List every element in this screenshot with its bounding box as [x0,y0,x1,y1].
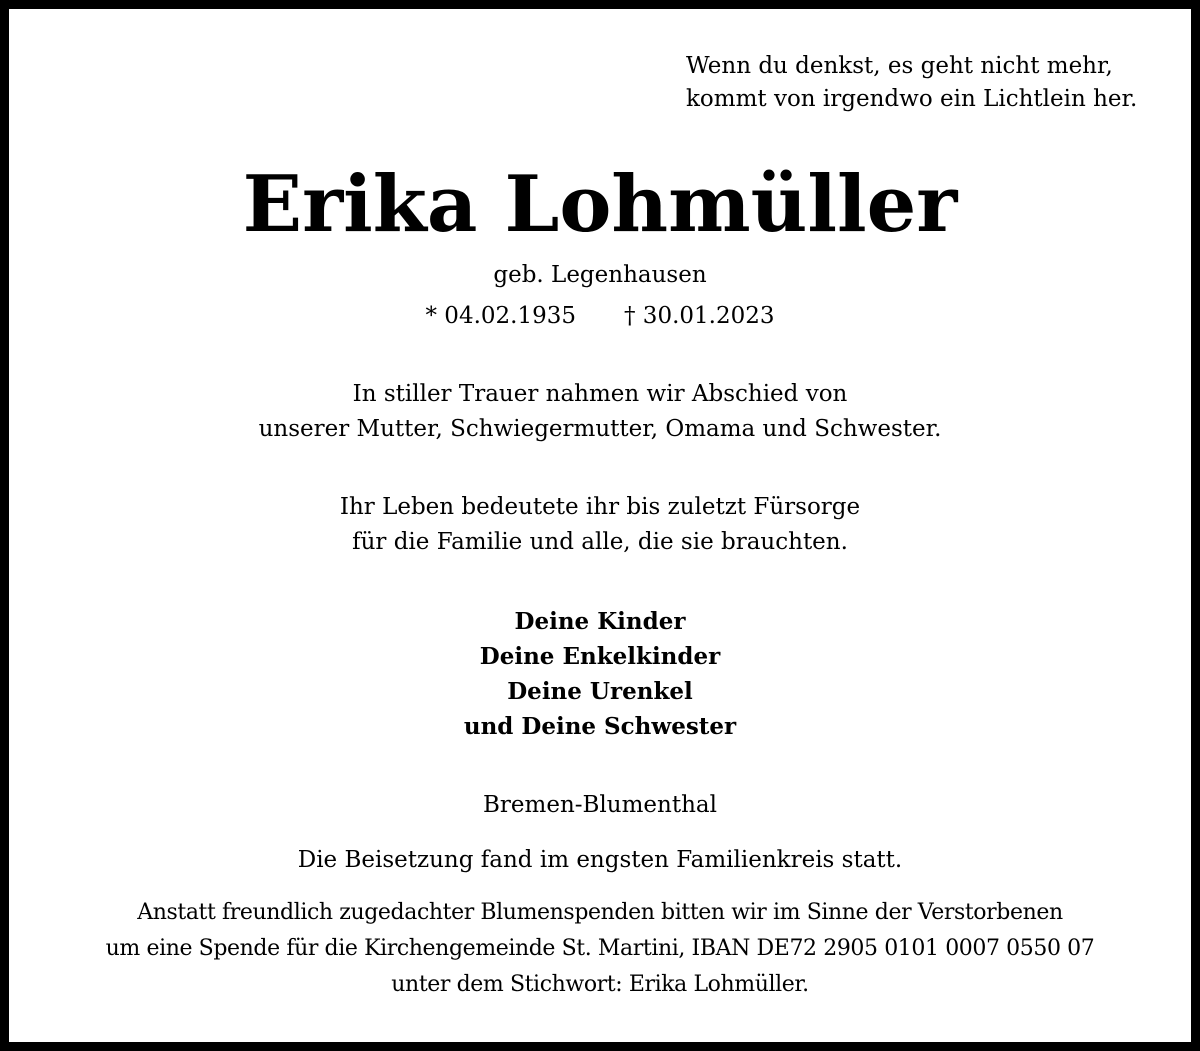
mourner-item: Deine Enkelkinder [479,643,721,670]
donation-note [0,895,1200,1003]
birth-name: geb. Legenhausen [493,262,707,288]
life-dates [0,301,1200,331]
mourning-line-1: In stiller Trauer nahmen wir Abschied von [352,381,848,407]
birth-date: * 04.02.1935 [425,303,576,329]
donation-line-3: unter dem Stichwort: Erika Lohmüller. [391,972,809,997]
mourning-line-2: unserer Mutter, Schwiegermutter, Omama und Schwester. [258,416,942,442]
donation-line-2: um eine Spende für die Kirchengemeinde St. Martini, IBAN DE72 2905 0101 0007 0550 07 [105,936,1095,961]
place: Bremen-Blumenthal [483,792,717,818]
mourning-paragraph [0,377,1200,447]
mourner-item: Deine Urenkel [507,678,693,705]
life-paragraph [0,490,1200,560]
motto-quote [686,50,1166,116]
death-date: † 30.01.2023 [624,303,775,329]
deceased-name: Erika Lohmüller [242,159,958,250]
mourners-list [0,604,1200,744]
life-line-2: für die Familie und alle, die sie brauchten. [352,529,848,555]
motto-line-2: kommt von irgendwo ein Lichtlein her. [686,86,1138,112]
donation-line-1: Anstatt freundlich zugedachter Blumenspenden bitten wir im Sinne der Verstorbenen [137,900,1063,925]
motto-line-1: Wenn du denkst, es geht nicht mehr, [686,53,1113,79]
mourner-item: und Deine Schwester [463,713,737,740]
life-line-1: Ihr Leben bedeutete ihr bis zuletzt Fürsorge [339,494,861,520]
mourner-item: Deine Kinder [514,608,686,635]
burial-note: Die Beisetzung fand im engsten Familienkreis statt. [297,847,903,873]
